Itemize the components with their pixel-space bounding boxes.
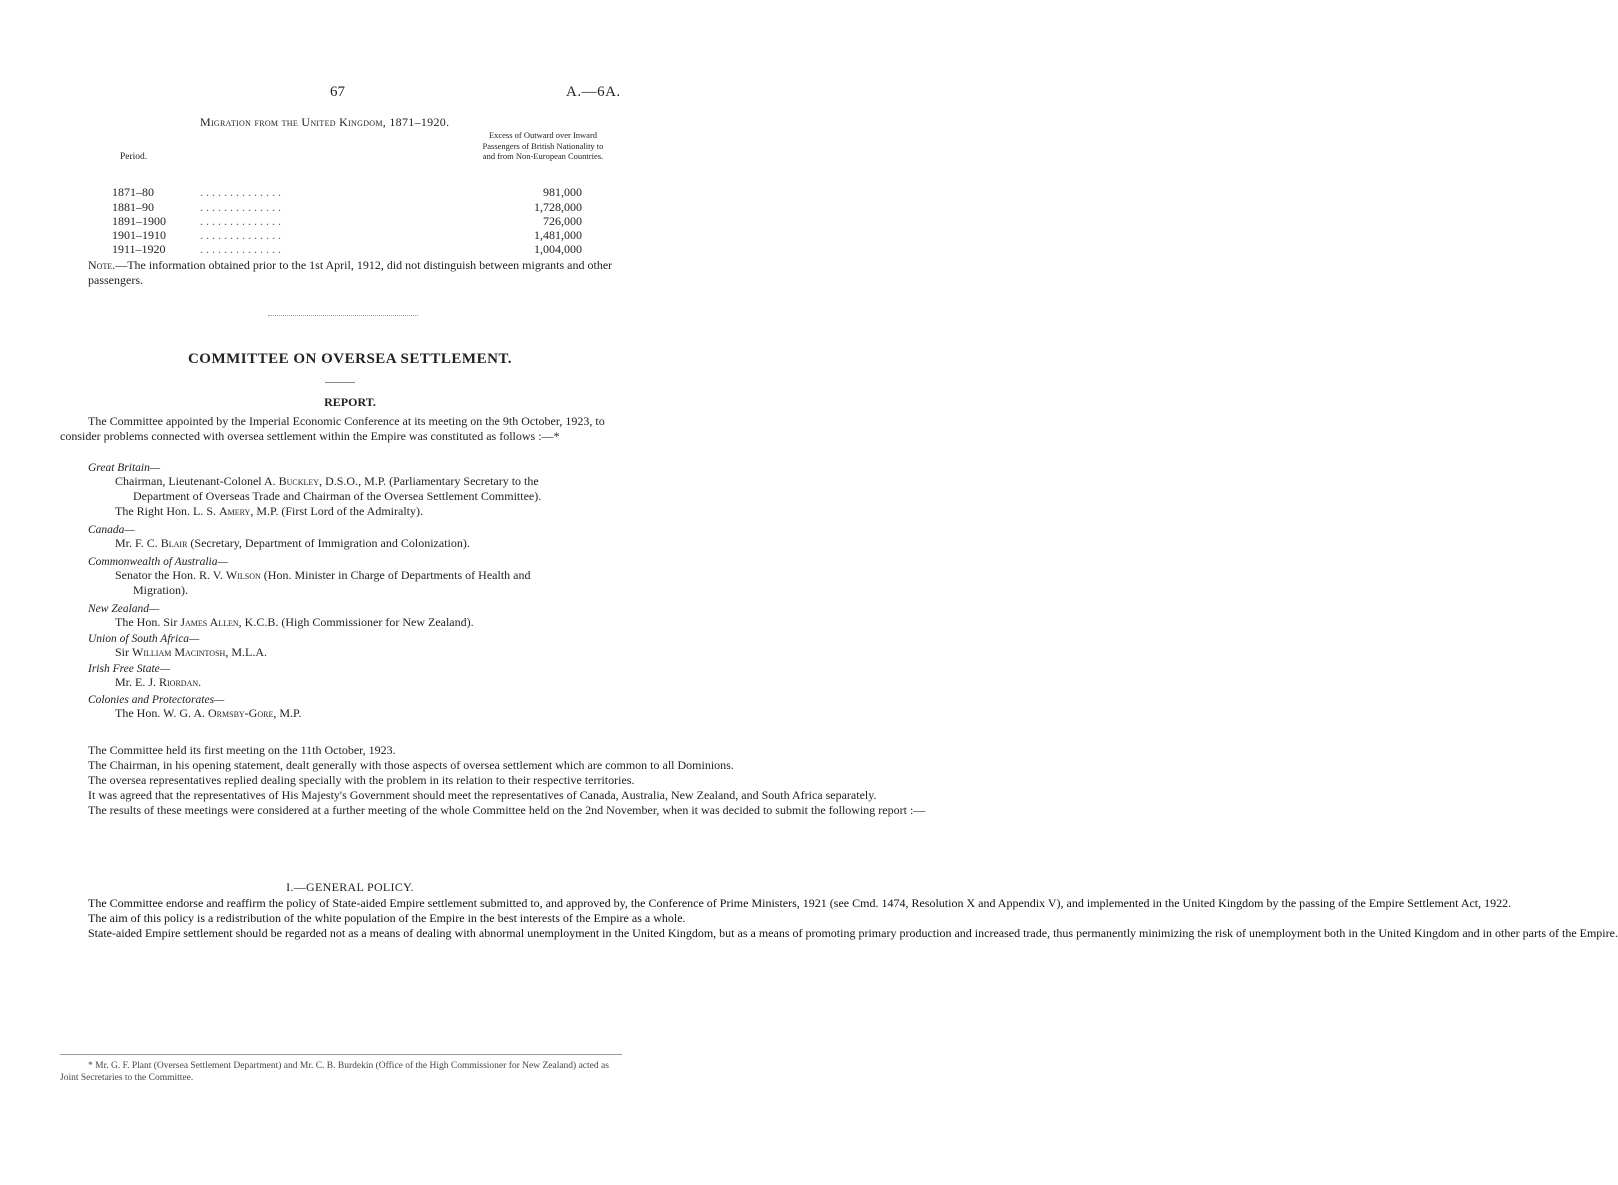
member-group — [88, 524, 628, 551]
member-name: Riordan — [159, 675, 199, 689]
table-note — [88, 258, 618, 288]
migration-table-title: Migration from the United Kingdom, 1871–1920. — [200, 115, 450, 129]
footnote: * Mr. G. F. Plant (Oversea Settlement Department) and Mr. C. B. Burdekin (Office of the High Commissioner for New Zealand) acted as Joint Secretaries to the Committee. — [60, 1061, 609, 1083]
section-divider — [268, 315, 418, 316]
policy-paragraphs — [60, 896, 1618, 941]
heading-rule — [325, 382, 355, 383]
note-lead: Note. — [88, 258, 116, 272]
table-row — [112, 185, 582, 200]
member-suffix: , M.P. — [273, 706, 302, 720]
member-entry — [88, 675, 628, 690]
member-group — [88, 462, 628, 519]
row-leader-dots: . . . . . . . . . . . . . . — [200, 185, 281, 199]
member-group — [88, 633, 628, 660]
closing-paragraphs — [60, 743, 926, 818]
row-leader-dots: . . . . . . . . . . . . . . — [200, 242, 281, 256]
group-label: Irish Free State— — [88, 663, 170, 675]
member-group — [88, 663, 628, 690]
closing-paragraph: The Chairman, in his opening statement, dealt generally with those aspects of oversea settlement which are common to all Dominions. — [88, 758, 734, 772]
member-entry — [88, 504, 628, 519]
report-heading: REPORT. — [324, 395, 376, 409]
policy-paragraph: The aim of this policy is a redistribution of the white population of the Empire in the best interests of the Empire as a whole. — [88, 911, 686, 925]
member-entry — [88, 536, 628, 551]
group-label: Great Britain— — [88, 462, 161, 474]
member-name: Ormsby-Gore — [208, 706, 274, 720]
member-prefix: The Right Hon. L. S. — [115, 504, 219, 518]
column-header-excess: Excess of Outward over Inward Passengers of British Nationality to and from Non-European Countries. — [482, 130, 604, 161]
member-suffix: , K.C.B. (High Commissioner for New Zealand). — [238, 615, 474, 629]
footnote-rule — [60, 1054, 622, 1055]
group-label: Canada— — [88, 524, 135, 536]
policy-paragraph: State-aided Empire settlement should be regarded not as a means of dealing with abnormal unemployment in the United Kingdom, but as a means of promoting primary production and increased trade, thus permanently minimizing the risk of unemployment both in the United Kingdom and in other parts of the Empire. — [88, 926, 1618, 940]
member-name: Buckley — [278, 474, 320, 488]
row-period: 1891–1900 — [112, 214, 166, 228]
page-number: 67 — [330, 84, 345, 100]
member-group — [88, 694, 628, 721]
table-row — [112, 200, 582, 215]
row-leader-dots: . . . . . . . . . . . . . . — [200, 228, 281, 242]
member-entry — [88, 706, 628, 721]
row-period: 1871–80 — [112, 185, 154, 199]
member-prefix: Mr. F. C. — [115, 536, 161, 550]
member-suffix: (Secretary, Department of Immigration and Colonization). — [187, 536, 470, 550]
member-name: James Allen — [180, 615, 239, 629]
member-entry — [88, 645, 628, 660]
member-name: William Macintosh — [132, 645, 226, 659]
member-suffix: , M.P. (First Lord of the Admiralty). — [250, 504, 424, 518]
policy-paragraph: The Committee endorse and reaffirm the policy of State-aided Empire settlement submitted to, and approved by, the Conference of Prime Ministers, 1921 (see Cmd. 1474, Resolution X and Appendix V), and implemented in the United Kingdom by the passing of the Empire Settlement Act, 1922. — [88, 896, 1512, 910]
row-value: 1,004,000 — [534, 242, 582, 256]
member-suffix: (Hon. Minister in Charge of Departments of Health and — [260, 568, 531, 582]
member-name: Blair — [160, 536, 188, 550]
member-prefix: Senator the Hon. R. V. — [115, 568, 226, 582]
member-continuation: Department of Overseas Trade and Chairman of the Oversea Settlement Committee). — [133, 489, 542, 503]
member-prefix: Mr. E. J. — [115, 675, 160, 689]
row-value: 1,481,000 — [534, 228, 582, 242]
note-text: —The information obtained prior to the 1st April, 1912, did not distinguish between migrants and other passengers. — [88, 258, 613, 287]
row-value: 1,728,000 — [534, 200, 582, 214]
row-period: 1901–1910 — [112, 228, 166, 242]
member-name: Amery — [219, 504, 251, 518]
member-group — [88, 556, 628, 598]
table-row — [112, 214, 582, 229]
member-entry — [88, 615, 628, 630]
row-value: 981,000 — [543, 185, 582, 199]
member-suffix: . — [198, 675, 202, 689]
committee-heading: COMMITTEE ON OVERSEA SETTLEMENT. — [187, 351, 513, 367]
intro-paragraph: The Committee appointed by the Imperial Economic Conference at its meeting on the 9th October, 1923, to consider problems connected with oversea settlement within the Empire was constituted as follows :—* — [60, 414, 605, 443]
member-prefix: Sir — [115, 645, 133, 659]
row-leader-dots: . . . . . . . . . . . . . . — [200, 200, 281, 214]
member-prefix: The Hon. Sir — [115, 615, 181, 629]
group-label: Colonies and Protectorates— — [88, 694, 225, 706]
row-period: 1911–1920 — [112, 242, 166, 256]
member-suffix: , M.L.A. — [225, 645, 267, 659]
table-row — [112, 242, 582, 257]
group-label: New Zealand— — [88, 603, 160, 615]
member-entry — [88, 474, 628, 504]
closing-paragraph: The oversea representatives replied dealing specially with the problem in its relation to their respective territories. — [88, 773, 635, 787]
member-continuation: Migration). — [133, 583, 188, 597]
column-header-period: Period. — [120, 152, 148, 162]
row-period: 1881–90 — [112, 200, 154, 214]
row-value: 726,000 — [543, 214, 582, 228]
member-name: Wilson — [225, 568, 261, 582]
policy-heading: I.—GENERAL POLICY. — [286, 880, 414, 894]
member-prefix: The Hon. W. G. A. — [115, 706, 208, 720]
member-suffix: , D.S.O., M.P. (Parliamentary Secretary to the — [319, 474, 539, 488]
closing-paragraph: The results of these meetings were considered at a further meeting of the whole Committee held on the 2nd November, when it was decided to submit the following report :— — [88, 803, 926, 817]
group-label: Union of South Africa— — [88, 633, 200, 645]
closing-paragraph: It was agreed that the representatives of His Majesty's Government should meet the representatives of Canada, Australia, New Zealand, and South Africa separately. — [88, 788, 877, 802]
closing-paragraph: The Committee held its first meeting on the 11th October, 1923. — [88, 743, 396, 757]
member-prefix: Chairman, Lieutenant-Colonel A. — [115, 474, 279, 488]
member-entry — [88, 568, 628, 598]
member-group — [88, 603, 628, 630]
table-row — [112, 228, 582, 243]
row-leader-dots: . . . . . . . . . . . . . . — [200, 214, 281, 228]
group-label: Commonwealth of Australia— — [88, 556, 228, 568]
page-reference: A.—6A. — [566, 84, 621, 100]
